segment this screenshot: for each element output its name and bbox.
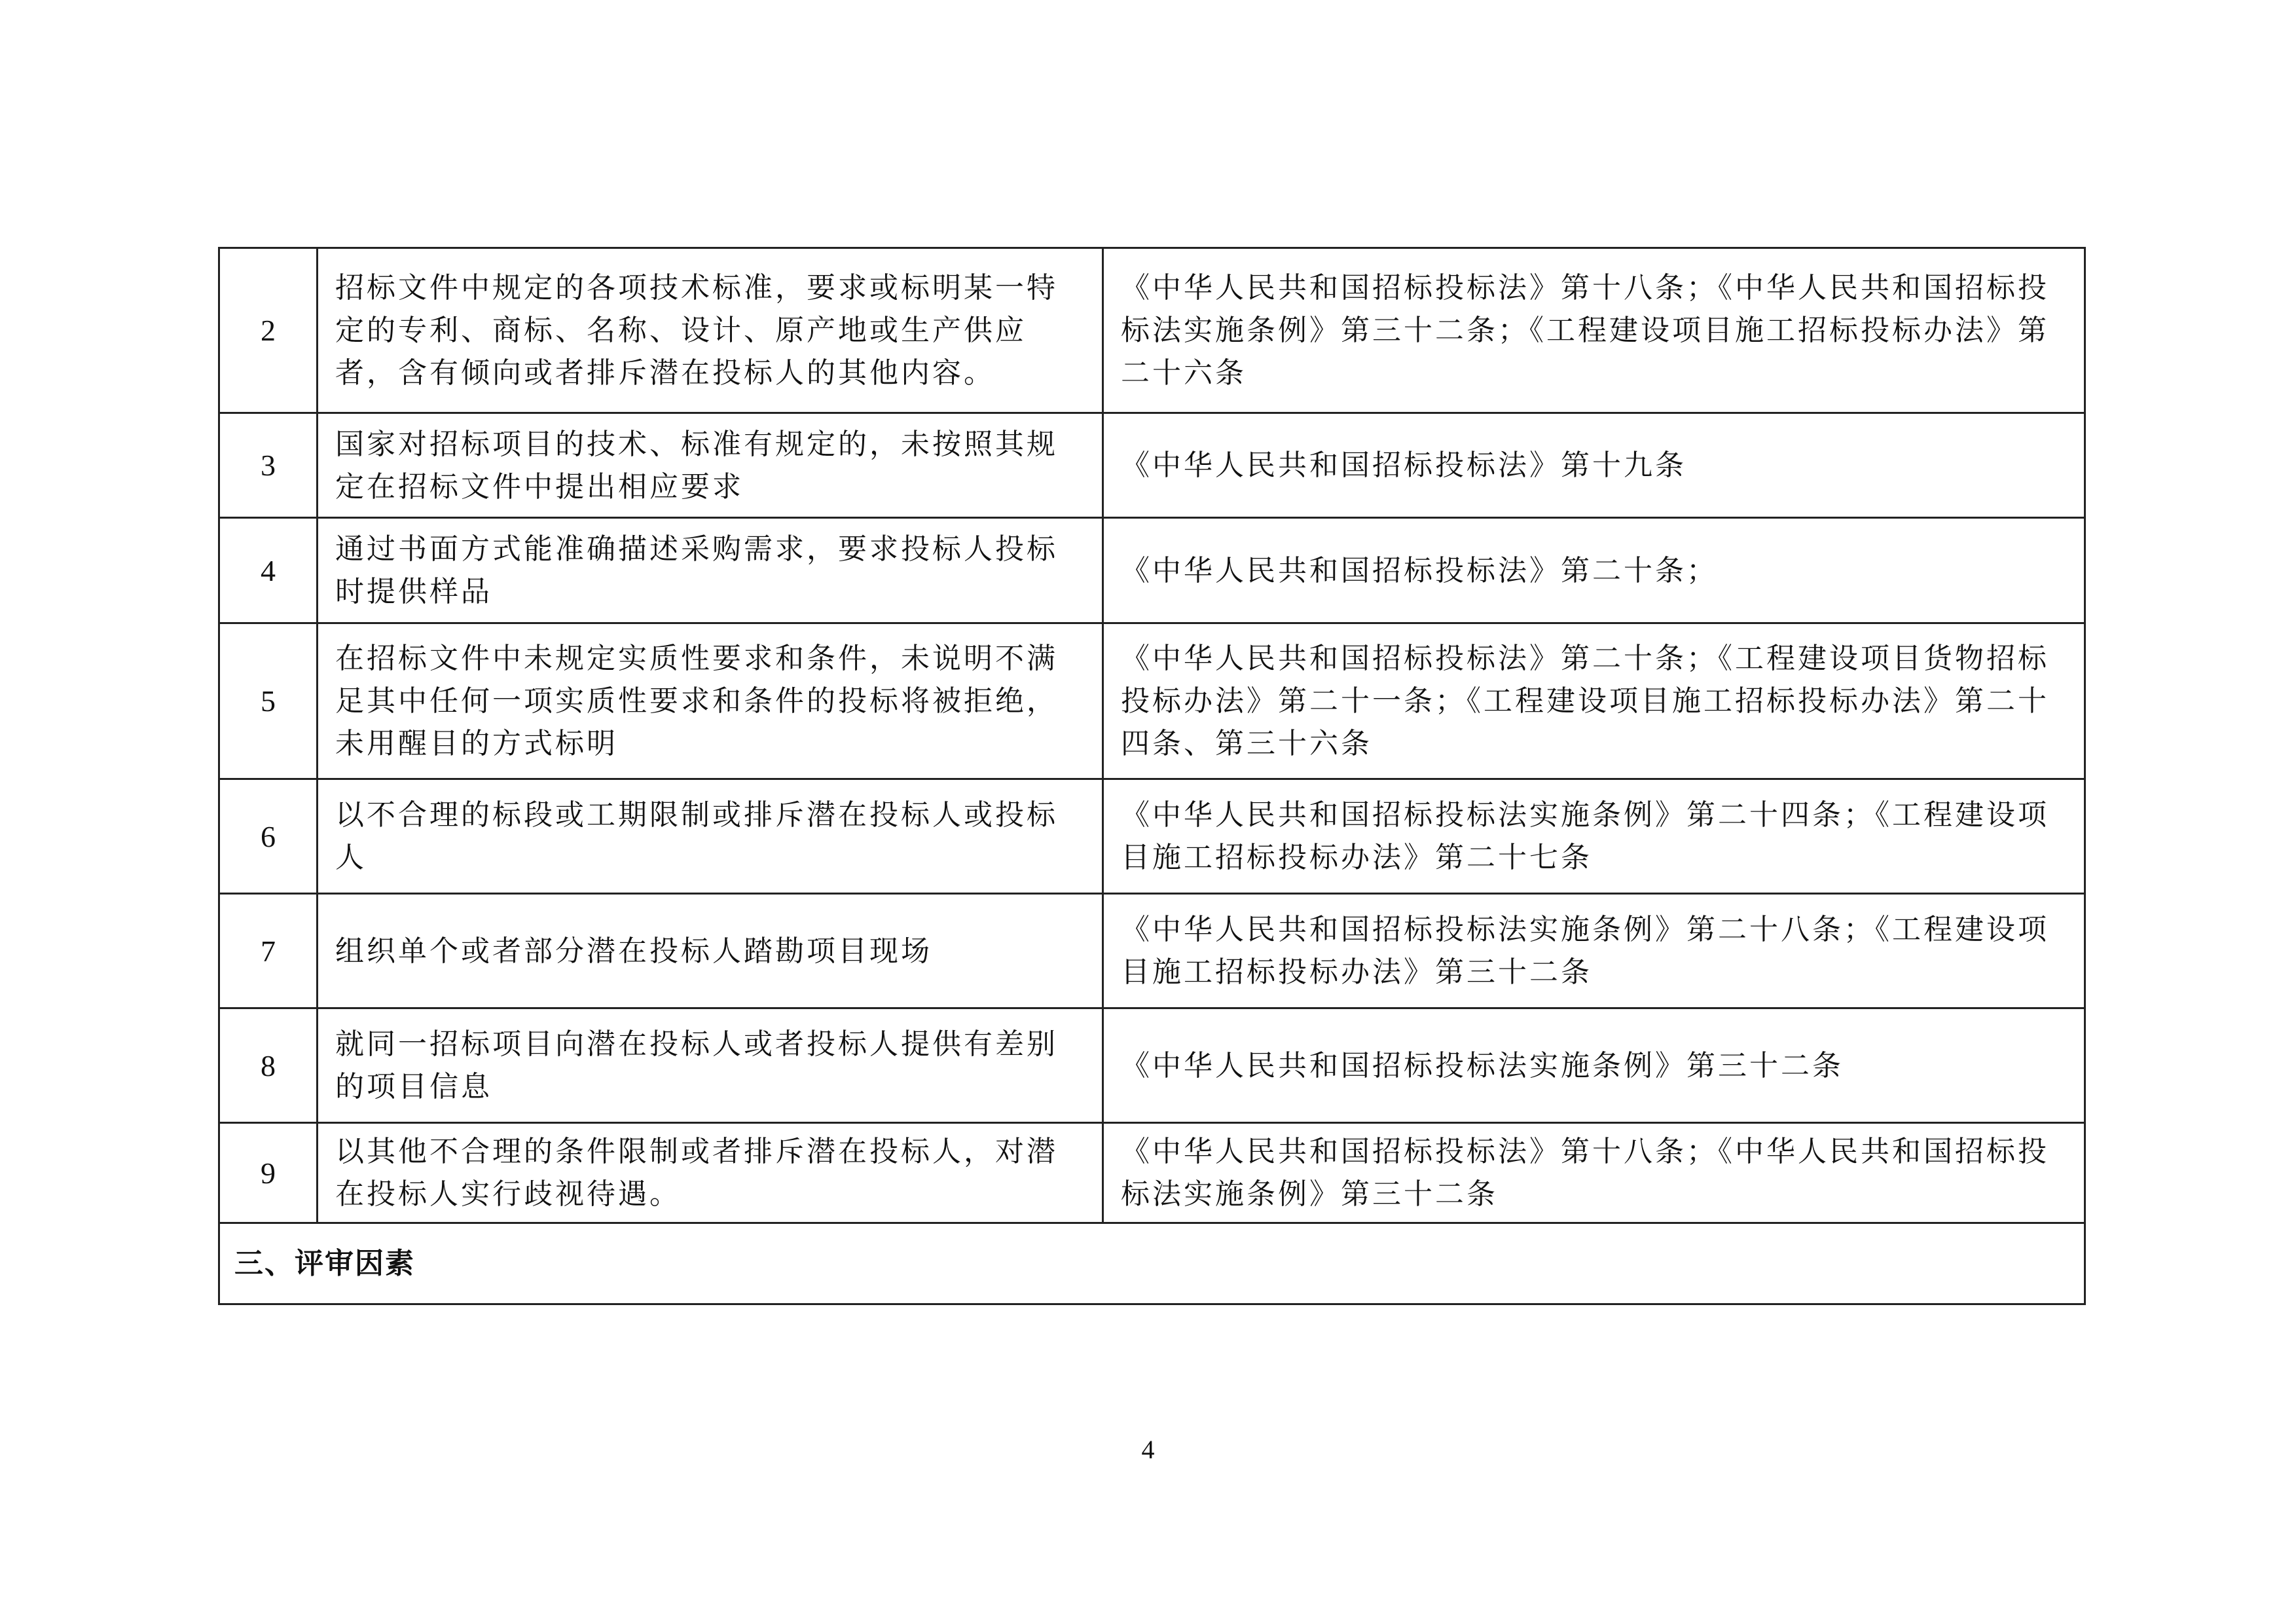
table-row (219, 1008, 2085, 1123)
row-number: 6 (219, 779, 318, 894)
issue-cell: 国家对招标项目的技术、标准有规定的，未按照其规定在招标文件中提出相应要求 (318, 413, 1103, 518)
row-number: 5 (219, 623, 318, 779)
table-row (219, 623, 2085, 779)
legal-basis-cell: 《中华人民共和国招标投标法》第十八条；《中华人民共和国招标投标法实施条例》第三十二条；《工程建设项目施工招标投标办法》第二十六条 (1103, 248, 2085, 413)
issue-cell: 招标文件中规定的各项技术标准，要求或标明某一特定的专利、商标、名称、设计、原产地或生产供应者，含有倾向或者排斥潜在投标人的其他内容。 (318, 248, 1103, 413)
issue-cell: 就同一招标项目向潜在投标人或者投标人提供有差别的项目信息 (318, 1008, 1103, 1123)
legal-basis-cell: 《中华人民共和国招标投标法》第二十条； (1103, 518, 2085, 623)
table-row (219, 1123, 2085, 1223)
row-number: 2 (219, 248, 318, 413)
row-number: 8 (219, 1008, 318, 1123)
issue-cell: 通过书面方式能准确描述采购需求，要求投标人投标时提供样品 (318, 518, 1103, 623)
row-number: 9 (219, 1123, 318, 1223)
table-row (219, 518, 2085, 623)
row-number: 7 (219, 894, 318, 1008)
issue-cell: 以不合理的标段或工期限制或排斥潜在投标人或投标人 (318, 779, 1103, 894)
table-row (219, 894, 2085, 1008)
row-number: 3 (219, 413, 318, 518)
legal-basis-cell: 《中华人民共和国招标投标法》第十九条 (1103, 413, 2085, 518)
legal-basis-cell: 《中华人民共和国招标投标法实施条例》第二十八条；《工程建设项目施工招标投标办法》第三十二条 (1103, 894, 2085, 1008)
table-row (219, 248, 2085, 413)
row-number: 4 (219, 518, 318, 623)
legal-basis-cell: 《中华人民共和国招标投标法》第二十条；《工程建设项目货物招标投标办法》第二十一条；《工程建设项目施工招标投标办法》第二十四条、第三十六条 (1103, 623, 2085, 779)
table-row (219, 413, 2085, 518)
section-heading-row (219, 1223, 2085, 1304)
page-number: 4 (1141, 1435, 1155, 1464)
legal-basis-cell: 《中华人民共和国招标投标法》第十八条；《中华人民共和国招标投标法实施条例》第三十二条 (1103, 1123, 2085, 1223)
table-row (219, 779, 2085, 894)
legal-basis-cell: 《中华人民共和国招标投标法实施条例》第二十四条；《工程建设项目施工招标投标办法》第二十七条 (1103, 779, 2085, 894)
issue-cell: 组织单个或者部分潜在投标人踏勘项目现场 (318, 894, 1103, 1008)
regulation-table (218, 247, 2086, 1305)
legal-basis-cell: 《中华人民共和国招标投标法实施条例》第三十二条 (1103, 1008, 2085, 1123)
section-heading: 三、评审因素 (219, 1223, 2085, 1304)
issue-cell: 以其他不合理的条件限制或者排斥潜在投标人，对潜在投标人实行歧视待遇。 (318, 1123, 1103, 1223)
issue-cell: 在招标文件中未规定实质性要求和条件，未说明不满足其中任何一项实质性要求和条件的投标将被拒绝，未用醒目的方式标明 (318, 623, 1103, 779)
